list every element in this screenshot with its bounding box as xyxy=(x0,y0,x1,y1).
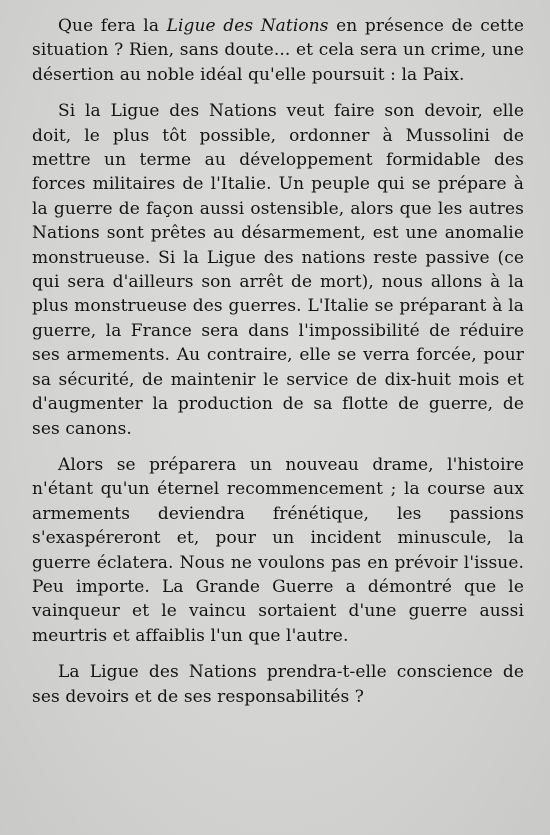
paragraph-1 xyxy=(32,14,524,87)
paragraph-1-before: Que fera la xyxy=(58,16,167,36)
paragraph-4: La Ligue des Nations prendra-t-elle conscience de ses devoirs et de ses responsabilités ? xyxy=(32,662,524,707)
paragraph-3: Alors se préparera un nouveau drame, l'histoire n'étant qu'un éternel recommencement ; la course aux armements deviendra frénétique, les passions s'exaspéreront et, pour un incident minuscule, la guerre éclatera. Nous ne voulons pas en prévoir l'issue. Peu importe. La Grande Guerre a démontré que le vainqueur et le vaincu sortaient d'une guerre aussi meurtris et affaiblis l'un que l'autre. xyxy=(32,454,524,646)
paragraph-1-after: en présence de cette situation ? Rien, sans doute... et cela sera un crime, une désertion au noble idéal qu'elle poursuit : la Paix. xyxy=(32,16,525,85)
paragraph-2: Si la Ligue des Nations veut faire son devoir, elle doit, le plus tôt possible, ordonner à Mussolini de mettre un terme au développement formidable des forces militaires de l'Italie. Un peuple qui se prépare à la guerre de façon aussi ostensible, alors que les autres Nations sont prêtes au désarmement, est une anomalie monstrueuse. Si la Ligue des nations reste passive (ce qui sera d'ailleurs son arrêt de mort), nous allons à la plus monstrueuse des guerres. L'Italie se préparant à la guerre, la France sera dans l'impossibilité de réduire ses armements. Au contraire, elle se verra forcée, pour sa sécurité, de maintenir le service de dix-huit mois et d'augmenter la production de sa flotte de guerre, de ses canons. xyxy=(32,101,524,439)
page-text xyxy=(32,14,524,721)
paragraph-1-italic: Ligue des Nations xyxy=(166,16,329,36)
